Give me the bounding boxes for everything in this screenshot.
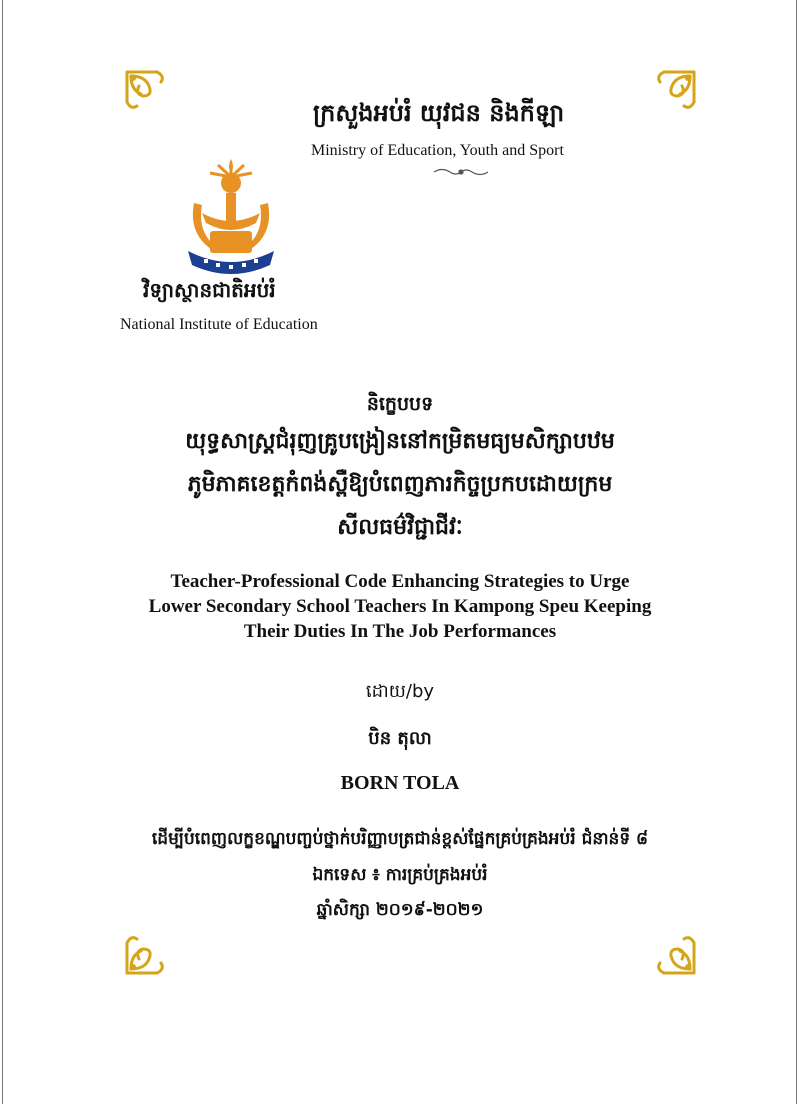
author-name-english: BORN TOLA	[340, 772, 460, 794]
flourish-divider-icon	[432, 165, 490, 179]
academic-year: ឆ្នាំសិក្សា ២០១៩-២០២១	[316, 900, 484, 920]
ministry-name-khmer: ក្រសួងអប់រំ យុវជន និងកីឡា	[313, 99, 565, 127]
institute-name-english: National Institute of Education	[120, 316, 318, 333]
corner-ornament-bottom-right	[638, 917, 698, 977]
page-border-right	[796, 0, 797, 1104]
thesis-title-english-line-3: Their Duties In The Job Performances	[243, 621, 557, 642]
corner-ornament-top-right	[638, 68, 698, 128]
thesis-title-khmer-line-2: ភូមិភាគខេត្តកំពង់ស្ពឺឱ្យបំពេញភារកិច្ចប្រកបដោយក្រម	[187, 472, 613, 497]
corner-ornament-top-left	[123, 68, 183, 128]
thesis-title-english-line-1: Teacher-Professional Code Enhancing Strategies to Urge	[170, 571, 630, 592]
thesis-title-english	[0, 569, 800, 644]
page-border-left	[2, 0, 3, 1104]
thesis-title-khmer-line-1: យុទ្ធសាស្ត្រជំរុញគ្រូបង្រៀននៅកម្រិតមធ្យមសិក្សាបឋម	[185, 429, 615, 454]
specialization: ឯកទេស ៖ ការគ្រប់គ្រងអប់រំ	[312, 865, 488, 885]
thesis-label: និក្ខេបបទ	[366, 393, 434, 415]
ministry-name-english: Ministry of Education, Youth and Sport	[311, 142, 564, 159]
thesis-title-english-line-2: Lower Secondary School Teachers In Kampong Speu Keeping	[148, 596, 652, 617]
institute-name-khmer: វិទ្យាស្ថានជាតិអប់រំ	[143, 278, 276, 302]
institute-emblem-icon	[180, 155, 282, 280]
thesis-title-khmer-line-3: សីលធម៌វិជ្ជាជីវៈ	[337, 515, 463, 540]
degree-purpose: ដើម្បីបំពេញលក្ខខណ្ឌបញ្ចប់ថ្នាក់បរិញ្ញាបត្រជាន់ខ្ពស់ផ្នែកគ្រប់គ្រងអប់រំ ជំនាន់ទី ៨	[151, 829, 649, 849]
by-label: ដោយ/by	[365, 681, 435, 702]
author-name-khmer: បិន តុលា	[368, 728, 432, 749]
corner-ornament-bottom-left	[123, 917, 183, 977]
